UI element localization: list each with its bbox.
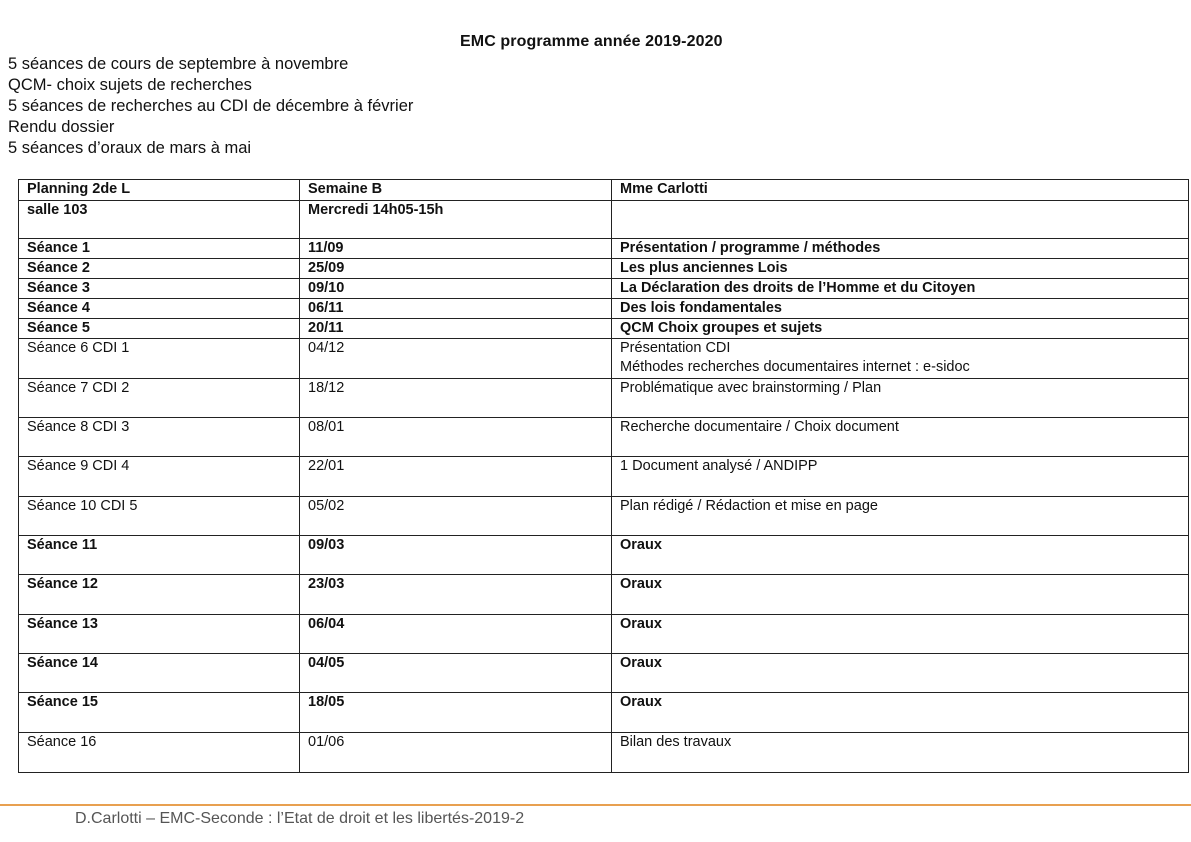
table-header-row bbox=[19, 201, 1189, 239]
topic-cell: Recherche documentaire / Choix document bbox=[612, 418, 1189, 457]
table-row bbox=[19, 239, 1189, 259]
date-cell: 06/04 bbox=[300, 615, 612, 654]
seance-cell: Séance 2 bbox=[19, 259, 300, 279]
table-row bbox=[19, 575, 1189, 615]
date-cell: 25/09 bbox=[300, 259, 612, 279]
seance-cell: Séance 8 CDI 3 bbox=[19, 418, 300, 457]
intro-list bbox=[8, 54, 413, 159]
date-cell: 23/03 bbox=[300, 575, 612, 615]
topic-line: Présentation CDI bbox=[620, 340, 731, 356]
topic-cell: Problématique avec brainstorming / Plan bbox=[612, 379, 1189, 418]
date-cell: 04/05 bbox=[300, 654, 612, 693]
table-row bbox=[19, 536, 1189, 575]
seance-cell: Séance 11 bbox=[19, 536, 300, 575]
date-cell: 05/02 bbox=[300, 497, 612, 536]
table-row bbox=[19, 654, 1189, 693]
table-row bbox=[19, 615, 1189, 654]
table-row bbox=[19, 497, 1189, 536]
seance-cell: Séance 5 bbox=[19, 319, 300, 339]
table-row bbox=[19, 259, 1189, 279]
seance-cell: Séance 14 bbox=[19, 654, 300, 693]
date-cell: 04/12 bbox=[300, 339, 612, 379]
date-cell: 09/10 bbox=[300, 279, 612, 299]
table-row bbox=[19, 733, 1189, 773]
table-cell: Planning 2de L bbox=[19, 180, 300, 201]
date-cell: 06/11 bbox=[300, 299, 612, 319]
table-cell: Mme Carlotti bbox=[612, 180, 1189, 201]
seance-cell: Séance 15 bbox=[19, 693, 300, 733]
topic-cell: Plan rédigé / Rédaction et mise en page bbox=[612, 497, 1189, 536]
topic-cell: La Déclaration des droits de l’Homme et du Citoyen bbox=[612, 279, 1189, 299]
footer-divider bbox=[0, 804, 1191, 806]
topic-cell: Oraux bbox=[612, 693, 1189, 733]
topic-cell: Des lois fondamentales bbox=[612, 299, 1189, 319]
planning-table bbox=[18, 179, 1189, 773]
table-row bbox=[19, 418, 1189, 457]
seance-cell: Séance 1 bbox=[19, 239, 300, 259]
date-cell: 22/01 bbox=[300, 457, 612, 497]
topic-cell: Les plus anciennes Lois bbox=[612, 259, 1189, 279]
table-row bbox=[19, 339, 1189, 379]
topic-cell: Présentation / programme / méthodes bbox=[612, 239, 1189, 259]
table-row bbox=[19, 457, 1189, 497]
date-cell: 11/09 bbox=[300, 239, 612, 259]
intro-line: 5 séances de recherches au CDI de décembre à février bbox=[8, 97, 414, 115]
date-cell: 01/06 bbox=[300, 733, 612, 773]
intro-line: 5 séances de cours de septembre à novembre bbox=[8, 55, 349, 73]
date-cell: 08/01 bbox=[300, 418, 612, 457]
table-cell: Semaine B bbox=[300, 180, 612, 201]
topic-cell bbox=[612, 339, 1189, 379]
document-title: EMC programme année 2019-2020 bbox=[460, 33, 723, 50]
intro-line: Rendu dossier bbox=[8, 118, 115, 136]
seance-cell: Séance 4 bbox=[19, 299, 300, 319]
intro-line: 5 séances d’oraux de mars à mai bbox=[8, 139, 252, 157]
seance-cell: Séance 16 bbox=[19, 733, 300, 773]
topic-cell: Bilan des travaux bbox=[612, 733, 1189, 773]
topic-cell: Oraux bbox=[612, 654, 1189, 693]
table-cell: salle 103 bbox=[19, 201, 300, 239]
seance-cell: Séance 9 CDI 4 bbox=[19, 457, 300, 497]
seance-cell: Séance 12 bbox=[19, 575, 300, 615]
seance-cell: Séance 13 bbox=[19, 615, 300, 654]
intro-line: QCM- choix sujets de recherches bbox=[8, 76, 252, 94]
seance-cell: Séance 10 CDI 5 bbox=[19, 497, 300, 536]
seance-cell: Séance 3 bbox=[19, 279, 300, 299]
topic-cell: QCM Choix groupes et sujets bbox=[612, 319, 1189, 339]
topic-cell: Oraux bbox=[612, 575, 1189, 615]
table-cell bbox=[612, 201, 1189, 239]
topic-cell: Oraux bbox=[612, 536, 1189, 575]
seance-cell: Séance 7 CDI 2 bbox=[19, 379, 300, 418]
table-row bbox=[19, 693, 1189, 733]
date-cell: 20/11 bbox=[300, 319, 612, 339]
topic-cell: Oraux bbox=[612, 615, 1189, 654]
table-row bbox=[19, 319, 1189, 339]
seance-cell: Séance 6 CDI 1 bbox=[19, 339, 300, 379]
date-cell: 09/03 bbox=[300, 536, 612, 575]
date-cell: 18/05 bbox=[300, 693, 612, 733]
table-row bbox=[19, 299, 1189, 319]
table-row bbox=[19, 279, 1189, 299]
topic-cell: 1 Document analysé / ANDIPP bbox=[612, 457, 1189, 497]
date-cell: 18/12 bbox=[300, 379, 612, 418]
page-footer: D.Carlotti – EMC-Seconde : l’Etat de droit et les libertés-2019-2 bbox=[75, 810, 525, 827]
table-cell: Mercredi 14h05-15h bbox=[300, 201, 612, 239]
table-header-row bbox=[19, 180, 1189, 201]
topic-line: Méthodes recherches documentaires internet : e-sidoc bbox=[620, 359, 970, 375]
table-row bbox=[19, 379, 1189, 418]
